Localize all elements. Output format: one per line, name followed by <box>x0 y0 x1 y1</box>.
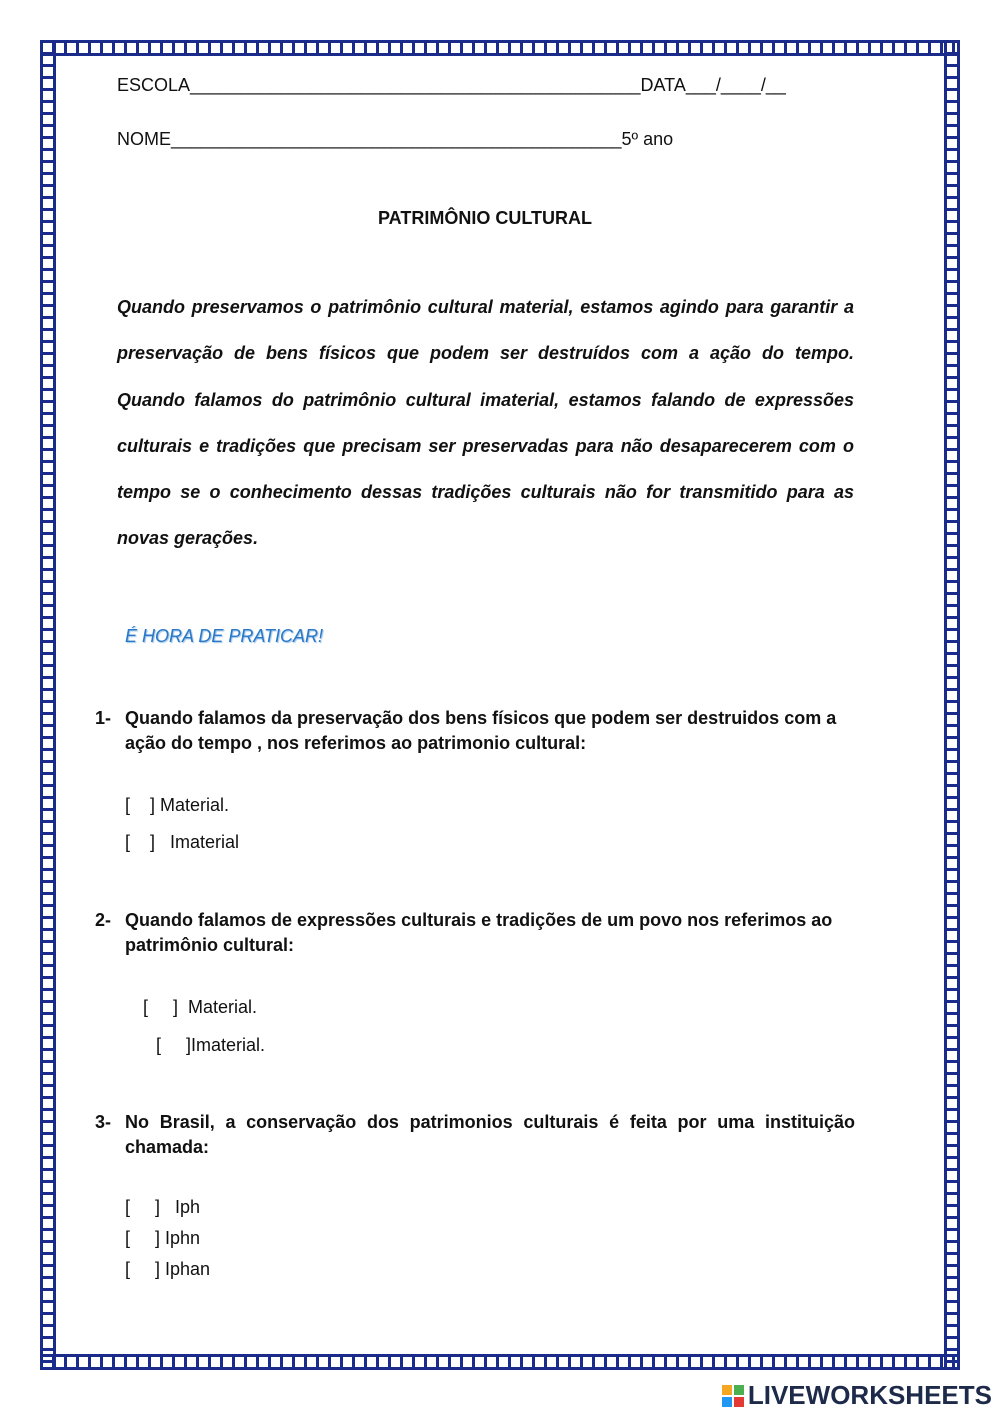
question-number: 1- <box>95 708 112 728</box>
school-date-line: ESCOLA_____________________________________________DATA___/____/__ <box>117 75 786 95</box>
practice-heading: É HORA DE PRATICAR! <box>125 626 324 646</box>
q3-option-iphn[interactable]: [ ] Iphn <box>125 1228 201 1248</box>
name-grade-line: NOME_____________________________________________5º ano <box>117 129 674 149</box>
page-title: PATRIMÔNIO CULTURAL <box>378 208 592 228</box>
q3-option-iphan[interactable]: [ ] Iphan <box>125 1259 211 1279</box>
q2-option-imaterial[interactable]: [ ]Imaterial. <box>156 1035 266 1055</box>
q1-option-material[interactable]: [ ] Material. <box>125 795 230 815</box>
logo-text: LIVEWORKSHEETS <box>747 1380 992 1410</box>
question-number: 2- <box>95 910 112 930</box>
question-3 <box>95 1110 855 1160</box>
q3-option-iph[interactable]: [ ] Iph <box>125 1197 201 1217</box>
logo-mark-icon <box>722 1385 744 1407</box>
q2-option-material[interactable]: [ ] Material. <box>143 997 258 1017</box>
question-2 <box>95 908 855 958</box>
question-text: Quando falamos de expressões culturais e tradições de um povo nos referimos ao patrimônio cultural: <box>125 910 833 955</box>
intro-paragraph: Quando preservamos o patrimônio cultural material, estamos agindo para garantir a preservação de bens físicos que podem ser destruídos com a ação do tempo. Quando falamos do patrimônio cultural imaterial, estamos falando de expressões culturais e tradições que precisam ser preservadas para não desaparecerem com o tempo se o conhecimento dessas tradições culturais não for transmitido para as novas gerações. <box>117 297 854 549</box>
question-number: 3- <box>95 1112 112 1132</box>
liveworksheets-logo <box>722 1380 992 1411</box>
q1-option-imaterial[interactable]: [ ] Imaterial <box>125 832 240 852</box>
question-1 <box>95 706 855 756</box>
question-text: Quando falamos da preservação dos bens físicos que podem ser destruidos com a ação do tempo , nos referimos ao patrimonio cultural: <box>125 708 837 753</box>
question-text: No Brasil, a conservação dos patrimonios culturais é feita por uma instituição chamada: <box>125 1112 855 1157</box>
